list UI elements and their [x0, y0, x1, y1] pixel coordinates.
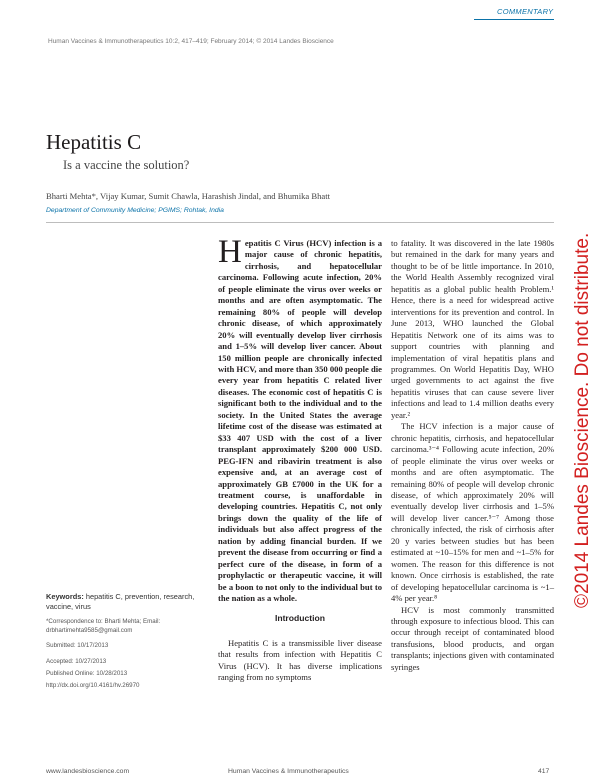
journal-citation: Human Vaccines & Immunotherapeutics 10:2, 417–419; February 2014; © 2014 Landes Bioscience [48, 38, 334, 45]
body-column-1 [218, 234, 382, 684]
body-paragraph: HCV is most commonly transmitted through exposure to infectious blood. This can occur through receipt of contaminated blood transfusions, blood products, and organ transplants; injections given with contaminated syringes [391, 604, 554, 672]
affiliation: Department of Community Medicine; PGIMS; Rohtak, India [46, 207, 224, 214]
correspondence: *Correspondence to: Bharti Mehta; Email: drbhartimehta9585@gmail.com [46, 618, 161, 634]
section-rule [474, 19, 554, 20]
published-date: Published Online: 10/28/2013 [46, 670, 128, 677]
header-divider [46, 222, 554, 223]
keywords [46, 592, 198, 612]
abstract-text: epatitis C Virus (HCV) infection is a major cause of chronic hepatitis, cirrhosis, and hepatocellular carcinoma. Following acute infection, 20% of people eliminate the virus over weeks or months and are often asymptomatic. The remaining 80% of people will develop chronic disease, of which approximately 20% will eventually develop liver cirrhosis and 1–5% will develop liver cancer. About 150 million people are chronically infected with HCV, and more than 350 000 people die every year from hepatitis C related liver diseases. The economic cost of hepatitis C is significant both to the individual and to the society. In the United States the average lifetime cost of the disease was estimated at $33 407 USD with the cost of a liver transplant approximately $200 000 USD. PEG-IFN and ribavirin treatment is also expensive and, at an average cost of approximately GB £7000 in the UK for a treatment course, is unaffordable in developing countries. Hepatitis C, not only brings down the quality of the life of individuals but also affect progress of the nation by adding financial burden. If we prevent the disease from occurring or find a perfect cure of the disease, in form of a prophylactic or therapeutic vaccine, it will be a boon to not only to the individual but to the nation as a whole. [218, 238, 382, 604]
body-column-2 [391, 238, 554, 673]
keywords-label: Keywords: [46, 592, 84, 601]
drop-cap: H [218, 234, 242, 270]
body-paragraph: Hepatitis C is a transmissible liver disease that results from infection with Hepatitis C Virus (HCV). It has diverse implications ranging from no symptoms [218, 637, 382, 683]
article-title: Hepatitis C [46, 130, 142, 154]
author-list: Bharti Mehta*, Vijay Kumar, Sumit Chawla, Harashish Jindal, and Bhumika Bhatt [46, 191, 330, 201]
section-label: COMMENTARY [497, 7, 554, 16]
article-subtitle: Is a vaccine the solution? [63, 158, 190, 172]
accepted-date: Accepted: 10/27/2013 [46, 658, 107, 665]
footer-url[interactable]: www.landesbioscience.com [46, 768, 130, 775]
doi-link[interactable]: http://dx.doi.org/10.4161/hv.26970 [46, 682, 140, 689]
keywords-list: hepatitis C, prevention, research, vaccine, virus [46, 592, 195, 611]
abstract [218, 234, 382, 605]
body-paragraph: The HCV infection is a major cause of chronic hepatitis, cirrhosis, and hepatocellular carcinoma.³⁻⁴ Following acute infection, 20% of people eliminate the virus over weeks or months and are often asymptomatic. The remaining 80% of people will develop chronic disease, of which approximately 20% will eventually develop liver cirrhosis and 1–5% will develop liver cancer.⁵⁻⁷ Among those chronically infected, the risk of cirrhosis after 20 y varies between studies but has been estimated at ~10–15% for men and ~1–5% for women. The reason for this difference is not known. Once cirrhosis is established, the rate of developing hepatocellular carcinoma is ~1–4% per year.⁸ [391, 421, 554, 604]
body-paragraph: to fatality. It was discovered in the late 1980s but remained in the dark for many years and thought to be of be little importance. In 2010, the World Health Assembly recognized viral hepatitis as a global public health Problem.¹ Hence, there is a need for widespread active interventions for its prevention and control. In June 2013, WHO launched the Global Hepatitis Network one of its aims was to support countries with planning and implementation of viral hepatitis plans and programmes. On World Hepatitis Day, WHO urged governments to act against the five hepatitis viruses that can cause severe liver infections and lead to 1.4 million deaths every year.² [391, 238, 554, 420]
copyright-watermark: ©2014 Landes Bioscience. Do not distribute. [572, 232, 593, 608]
section-heading-introduction: Introduction [274, 612, 326, 623]
submitted-date: Submitted: 10/17/2013 [46, 642, 109, 649]
page-number: 417 [538, 768, 550, 775]
footer-journal: Human Vaccines & Immunotherapeutics [228, 768, 349, 775]
